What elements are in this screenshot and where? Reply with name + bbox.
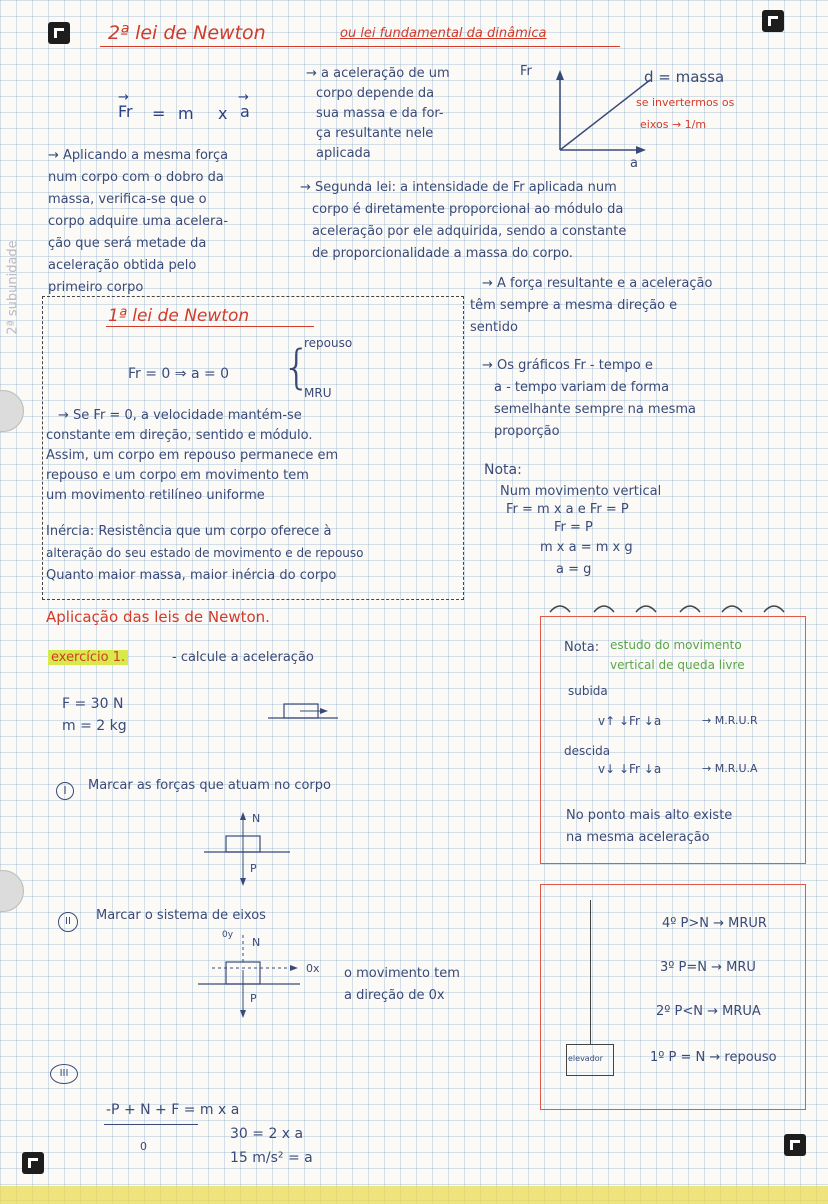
descida-vectors: v↓ ↓Fr ↓a (598, 762, 662, 776)
brace-bottom: MRU (304, 386, 332, 400)
axis-y-label: 0y (222, 930, 234, 940)
page-title: 2ª lei de Newton (108, 22, 266, 44)
elevator-row: 4º P>N → MRUR (662, 916, 767, 931)
step2-note: a direção de 0x (344, 988, 445, 1003)
right-note-line: → A força resultante e a aceleração (482, 276, 713, 291)
elevator-row: 3º P=N → MRU (660, 960, 756, 975)
graph-xlabel: a (630, 156, 638, 171)
axes-p-label: P (250, 992, 257, 1005)
middle-line: sua massa e da for- (316, 106, 444, 121)
first-law-line: constante em direção, sentido e módulo. (46, 428, 313, 443)
step1-number: I (56, 782, 74, 800)
elevator-row: 1º P = N → repouso (650, 1050, 777, 1065)
given-mass: m = 2 kg (62, 718, 127, 734)
formula-eq: = (152, 104, 166, 123)
step3-number-line (104, 1124, 198, 1125)
nota-line: Fr = m x a e Fr = P (506, 502, 629, 517)
formula-times: x (218, 104, 228, 123)
right-note-line: proporção (494, 424, 560, 439)
brace: { (282, 340, 312, 394)
arrow-over-a: → (238, 90, 249, 105)
step2-text: Marcar o sistema de eixos (96, 908, 266, 923)
step1-text: Marcar as forças que atuam no corpo (88, 778, 331, 793)
free-fall-title-green2: vertical de queda livre (610, 658, 745, 672)
given-force: F = 30 N (62, 696, 124, 712)
graph-ylabel: Fr (520, 64, 532, 79)
inertia-line: Inércia: Resistência que um corpo oferece à (46, 524, 332, 539)
brace-top: repouso (304, 336, 353, 350)
subida-result: → M.R.U.R (702, 714, 758, 727)
left-line: corpo adquire uma acelera- (48, 214, 229, 229)
force-n-label: N (252, 812, 261, 825)
step3-line: 30 = 2 x a (230, 1126, 304, 1142)
right-note-line: semelhante sempre na mesma (494, 402, 696, 417)
right-note-line: sentido (470, 320, 518, 335)
first-law-title: 1ª lei de Newton (108, 306, 250, 326)
inertia-line: alteração do seu estado de movimento e de repouso (46, 546, 364, 560)
first-law-line: repouso e um corpo em movimento tem (46, 468, 309, 483)
graph-note: eixos → 1/m (640, 118, 707, 131)
middle-line: aplicada (316, 146, 371, 161)
free-fall-title: Nota: (564, 640, 600, 655)
nota-title: Nota: (484, 462, 522, 478)
middle-line: ça resultante nele (316, 126, 434, 141)
left-line: aceleração obtida pelo (48, 258, 197, 273)
second-law-line: corpo é diretamente proporcional ao módulo da (312, 202, 624, 217)
first-law-formula: Fr = 0 ⇒ a = 0 (128, 366, 230, 382)
free-fall-footer: No ponto mais alto existe (566, 808, 733, 823)
step2-note: o movimento tem (344, 966, 460, 981)
nota-line: a = g (556, 562, 592, 577)
left-line: num corpo com o dobro da (48, 170, 224, 185)
left-line: ção que será metade da (48, 236, 207, 251)
inertia-line: Quanto maior massa, maior inércia do corpo (46, 568, 337, 583)
left-line: massa, verifica-se que o (48, 192, 207, 207)
left-line: primeiro corpo (48, 280, 144, 295)
axes-n-label: N (252, 936, 261, 949)
middle-line: → a aceleração de um (306, 66, 450, 81)
elevator-row: 2º P<N → MRUA (656, 1004, 761, 1019)
step2-number: II (58, 912, 78, 932)
nota-line: m x a = m x g (540, 540, 633, 555)
formula-a: a (240, 102, 250, 121)
middle-line: corpo depende da (316, 86, 435, 101)
first-law-line: Assim, um corpo em repouso permanece em (46, 448, 339, 463)
free-fall-footer: na mesma aceleração (566, 830, 710, 845)
exercise-heading: Aplicação das leis de Newton. (46, 608, 270, 626)
axis-x-label: 0x (306, 962, 320, 975)
second-law-line: → Segunda lei: a intensidade de Fr aplicada num (300, 180, 617, 195)
left-line: → Aplicando a mesma força (48, 148, 229, 163)
first-law-line: um movimento retilíneo uniforme (46, 488, 265, 503)
force-p-label: P (250, 862, 257, 875)
formula-m: m (178, 104, 194, 123)
first-law-line: → Se Fr = 0, a velocidade mantém-se (58, 408, 302, 423)
side-label: 2ª subunidade (5, 240, 21, 335)
graph-note: se invertermos os (636, 96, 735, 109)
step3-zero: 0 (140, 1140, 147, 1153)
subida-vectors: v↑ ↓Fr ↓a (598, 714, 662, 728)
exercise-label: exercício 1. (48, 650, 128, 665)
right-note-line: têm sempre a mesma direção e (470, 298, 678, 313)
descida-label: descida (564, 744, 611, 758)
step3-line: -P + N + F = m x a (106, 1102, 240, 1118)
graph-note: d = massa (644, 68, 725, 86)
nota-line: Num movimento vertical (500, 484, 662, 499)
arrow-over-fr: → (118, 90, 129, 105)
subida-label: subida (568, 684, 608, 698)
page-subtitle: ou lei fundamental da dinâmica (340, 26, 547, 41)
second-law-line: de proporcionalidade a massa do corpo. (312, 246, 573, 261)
descida-result: → M.R.U.A (702, 762, 758, 775)
right-note-line: a - tempo variam de forma (494, 380, 670, 395)
elevator-label: elevador (568, 1054, 603, 1063)
exercise-task: - calcule a aceleração (172, 650, 314, 665)
formula-fr: Fr (118, 102, 133, 121)
step3-line: 15 m/s² = a (230, 1150, 313, 1166)
right-note-line: → Os gráficos Fr - tempo e (482, 358, 653, 373)
free-fall-title-green: estudo do movimento (610, 638, 742, 652)
nota-line: Fr = P (554, 520, 593, 535)
step3-number: III (50, 1064, 78, 1084)
second-law-line: aceleração por ele adquirida, sendo a constante (312, 224, 627, 239)
